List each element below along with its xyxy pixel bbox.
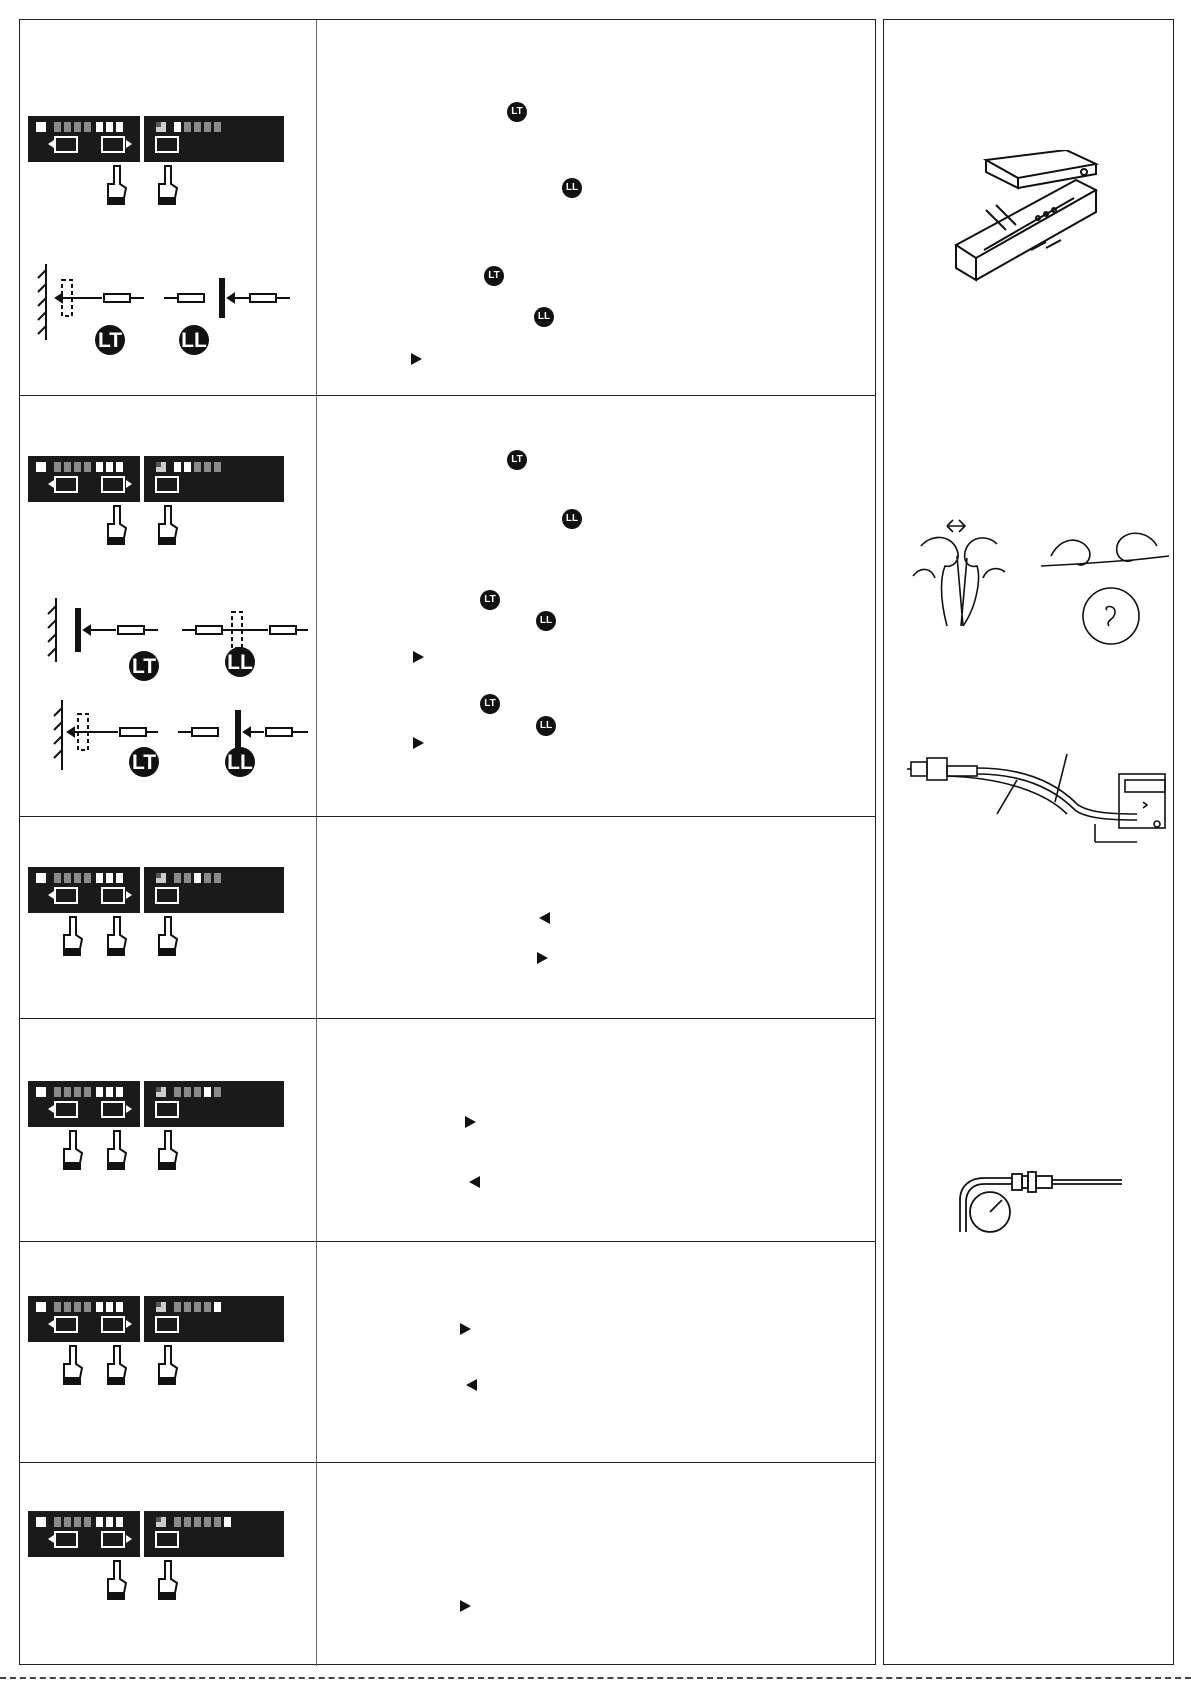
control-panel — [28, 456, 284, 556]
pointing-finger-icon — [64, 917, 177, 955]
main-frame — [19, 19, 876, 1665]
sensor-diagram — [28, 596, 308, 796]
svg-text:LL: LL — [227, 651, 253, 674]
lt-badge: LT — [484, 266, 504, 286]
section-row-6 — [20, 1463, 875, 1666]
column-divider — [316, 817, 317, 1018]
lt-badge: LT — [507, 450, 527, 470]
sensor-diagram — [28, 242, 308, 382]
page-bottom-rule — [0, 1677, 1191, 1679]
control-panel — [28, 1511, 284, 1611]
lt-badge: LT — [507, 102, 527, 122]
column-divider — [316, 1019, 317, 1241]
section-row-5 — [20, 1242, 875, 1463]
ll-badge: LL — [534, 307, 554, 327]
svg-text:LL: LL — [181, 329, 207, 352]
svg-text:LT: LT — [131, 655, 157, 678]
section-row-1 — [20, 20, 875, 396]
pointing-finger-icon — [108, 506, 177, 544]
triangle-left-icon — [466, 1379, 477, 1391]
triangle-right-icon — [537, 952, 548, 964]
svg-text:LT: LT — [97, 329, 123, 352]
column-divider — [316, 396, 317, 816]
triangle-right-icon — [411, 353, 422, 365]
side-frame — [883, 19, 1174, 1665]
hands-illustration — [911, 516, 1171, 656]
triangle-left-icon — [469, 1176, 480, 1188]
pointing-finger-icon — [64, 1131, 177, 1169]
bend-radius-illustration — [954, 1170, 1134, 1240]
column-divider — [316, 1242, 317, 1462]
section-row-4 — [20, 1019, 875, 1242]
triangle-right-icon — [413, 651, 424, 663]
pointing-finger-icon — [108, 1561, 177, 1599]
ll-badge: LL — [562, 509, 582, 529]
sensor-cable-illustration — [907, 744, 1169, 854]
section-row-3 — [20, 817, 875, 1019]
control-panel — [28, 116, 284, 231]
control-panel — [28, 867, 284, 967]
svg-text:LL: LL — [227, 751, 253, 774]
pointing-finger-icon — [108, 166, 177, 204]
triangle-right-icon — [413, 737, 424, 749]
pointing-finger-icon — [64, 1346, 177, 1384]
triangle-right-icon — [460, 1323, 471, 1335]
section-row-2 — [20, 396, 875, 817]
svg-text:LT: LT — [131, 751, 157, 774]
triangle-right-icon — [460, 1600, 471, 1612]
ll-badge: LL — [562, 178, 582, 198]
triangle-left-icon — [539, 912, 550, 924]
lt-badge: LT — [480, 694, 500, 714]
control-panel — [28, 1081, 284, 1181]
ll-badge: LL — [536, 716, 556, 736]
lt-badge: LT — [480, 590, 500, 610]
control-panel — [28, 1296, 284, 1396]
ll-badge: LL — [536, 611, 556, 631]
fiber-cutter-illustration — [946, 150, 1116, 290]
column-divider — [316, 1463, 317, 1666]
triangle-right-icon — [465, 1116, 476, 1128]
column-divider — [316, 20, 317, 395]
